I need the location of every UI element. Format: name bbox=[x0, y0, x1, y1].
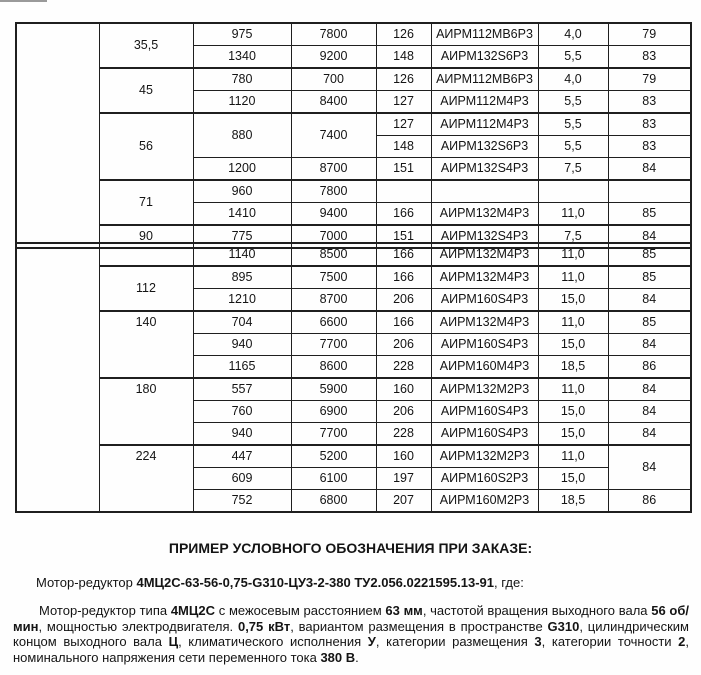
table-cell: 15,0 bbox=[538, 468, 608, 490]
table-cell: 126 bbox=[376, 23, 431, 46]
table-cell: 1165 bbox=[193, 356, 291, 379]
table-cell: 79 bbox=[608, 23, 691, 46]
table-cell: АИРМ112М4Р3 bbox=[431, 91, 538, 114]
table-cell: 126 bbox=[376, 68, 431, 91]
table-cell: 5900 bbox=[291, 378, 376, 401]
table-cell: АИРМ132М4Р3 bbox=[431, 266, 538, 289]
table-cell: АИРМ132М2Р3 bbox=[431, 445, 538, 468]
table-row bbox=[16, 23, 691, 46]
table-cell: АИРМ112М4Р3 bbox=[431, 113, 538, 136]
table-lower-body bbox=[16, 243, 691, 512]
table-cell-empty bbox=[376, 180, 431, 203]
table-cell: 224 bbox=[99, 445, 193, 512]
text-run: , мощностью электродвигателя. bbox=[38, 618, 238, 634]
table-cell: 71 bbox=[99, 180, 193, 225]
table-cell: 166 bbox=[376, 266, 431, 289]
table-cell: 84 bbox=[608, 289, 691, 312]
table-cell: 7400 bbox=[291, 113, 376, 158]
table-cell: 85 bbox=[608, 266, 691, 289]
table-cell: 11,0 bbox=[538, 266, 608, 289]
table-cell: 1410 bbox=[193, 203, 291, 226]
table-cell: 5,5 bbox=[538, 46, 608, 69]
table-cell: 180 bbox=[99, 378, 193, 445]
table-cell: 6800 bbox=[291, 490, 376, 513]
table-cell: АИРМ160S4Р3 bbox=[431, 334, 538, 356]
table-cell: 940 bbox=[193, 334, 291, 356]
table-cell: 5200 bbox=[291, 445, 376, 468]
table-cell: 8500 bbox=[291, 243, 376, 266]
table-cell: 5,5 bbox=[538, 113, 608, 136]
table-cell: 197 bbox=[376, 468, 431, 490]
scan-artifact-line bbox=[0, 0, 47, 2]
table-cell: 166 bbox=[376, 203, 431, 226]
table-cell: 7800 bbox=[291, 23, 376, 46]
table-cell: 557 bbox=[193, 378, 291, 401]
table-cell: 35,5 bbox=[99, 23, 193, 68]
table-cell: 84 bbox=[608, 334, 691, 356]
table-cell: 7500 bbox=[291, 266, 376, 289]
table-cell: 15,0 bbox=[538, 289, 608, 312]
table-cell-empty bbox=[16, 23, 99, 248]
table-cell: 704 bbox=[193, 311, 291, 334]
table-cell: 83 bbox=[608, 91, 691, 114]
table-cell: 151 bbox=[376, 225, 431, 248]
table-cell: 206 bbox=[376, 401, 431, 423]
table-cell: 1210 bbox=[193, 289, 291, 312]
table-cell: 15,0 bbox=[538, 423, 608, 446]
table-cell: 11,0 bbox=[538, 203, 608, 226]
table-row bbox=[16, 266, 691, 289]
table-cell: 84 bbox=[608, 423, 691, 446]
table-row bbox=[16, 445, 691, 468]
table-cell: 206 bbox=[376, 334, 431, 356]
table-cell-empty bbox=[608, 180, 691, 203]
order-explanation-paragraph bbox=[13, 603, 689, 665]
table-cell: 84 bbox=[608, 158, 691, 181]
table-cell: 7800 bbox=[291, 180, 376, 203]
table-cell: 84 bbox=[608, 225, 691, 248]
table-cell: 166 bbox=[376, 311, 431, 334]
table-cell: АИРМ160S4Р3 bbox=[431, 423, 538, 446]
designation-term-bold: 4МЦ2С-63-56-0,75-G310-ЦУ3-2-380 ТУ2.056.0221595.13-91 bbox=[136, 575, 494, 590]
table-cell: 1120 bbox=[193, 91, 291, 114]
table-cell: 15,0 bbox=[538, 401, 608, 423]
table-cell: АИРМ132S4Р3 bbox=[431, 158, 538, 181]
table-cell: 148 bbox=[376, 136, 431, 158]
table-cell: 895 bbox=[193, 266, 291, 289]
table-cell: 228 bbox=[376, 356, 431, 379]
table-cell: АИРМ132S4Р3 bbox=[431, 225, 538, 248]
table-cell: 7,5 bbox=[538, 225, 608, 248]
table-cell: 1340 bbox=[193, 46, 291, 69]
table-cell: 752 bbox=[193, 490, 291, 513]
table-cell: 780 bbox=[193, 68, 291, 91]
table-cell: 6600 bbox=[291, 311, 376, 334]
table-cell: АИРМ132S6Р3 bbox=[431, 46, 538, 69]
table-cell: 4,0 bbox=[538, 68, 608, 91]
designation-term-bold: 56 об/мин bbox=[13, 603, 690, 634]
table-cell-empty bbox=[538, 180, 608, 203]
table-cell: 148 bbox=[376, 46, 431, 69]
table-row bbox=[16, 68, 691, 91]
table-cell: 5,5 bbox=[538, 91, 608, 114]
table-cell: АИРМ132S6Р3 bbox=[431, 136, 538, 158]
table-cell: 84 bbox=[608, 378, 691, 401]
designation-term-bold: 63 мм bbox=[385, 603, 423, 618]
table-cell: АИРМ160S4Р3 bbox=[431, 401, 538, 423]
text-run: Мотор-редуктор bbox=[36, 575, 137, 590]
table-cell: АИРМ132М4Р3 bbox=[431, 243, 538, 266]
table-cell: 9400 bbox=[291, 203, 376, 226]
table-cell: 760 bbox=[193, 401, 291, 423]
table-cell: 775 bbox=[193, 225, 291, 248]
text-run: , номинального напряжения сети переменного тока bbox=[13, 634, 690, 665]
table-row bbox=[16, 311, 691, 334]
gear-motor-specs-table-lower bbox=[15, 242, 692, 513]
table-cell: АИРМ132М4Р3 bbox=[431, 203, 538, 226]
table-cell: АИРМ132М4Р3 bbox=[431, 311, 538, 334]
text-run: Мотор-редуктор типа bbox=[39, 603, 171, 618]
table-cell: 45 bbox=[99, 68, 193, 113]
table-row bbox=[16, 113, 691, 136]
designation-term-bold: G310 bbox=[547, 618, 580, 634]
table-cell: 160 bbox=[376, 445, 431, 468]
table-cell: АИРМ160S4Р3 bbox=[431, 289, 538, 312]
designation-term-bold: У bbox=[367, 634, 376, 649]
table-cell: 7,5 bbox=[538, 158, 608, 181]
table-cell: 85 bbox=[608, 243, 691, 266]
table-cell: 206 bbox=[376, 289, 431, 312]
table-cell: 83 bbox=[608, 46, 691, 69]
text-run: , цилиндрическим концом выходного вала bbox=[13, 618, 689, 649]
table-cell: 18,5 bbox=[538, 356, 608, 379]
table-cell-empty bbox=[99, 243, 193, 266]
table-cell-empty bbox=[431, 180, 538, 203]
table-cell: 18,5 bbox=[538, 490, 608, 513]
table-cell: 112 bbox=[99, 266, 193, 311]
table-cell: 207 bbox=[376, 490, 431, 513]
table-cell: 609 bbox=[193, 468, 291, 490]
text-run: , вариантом размещения в пространстве bbox=[290, 618, 548, 634]
text-run: , категории точности bbox=[541, 634, 679, 649]
table-cell: 6100 bbox=[291, 468, 376, 490]
table-row bbox=[16, 180, 691, 203]
table-cell: 8700 bbox=[291, 158, 376, 181]
designation-term-bold: 0,75 кВт bbox=[237, 618, 291, 634]
table-cell: 160 bbox=[376, 378, 431, 401]
table-cell: АИРМ112МВ6Р3 bbox=[431, 23, 538, 46]
table-cell: 7700 bbox=[291, 423, 376, 446]
table-cell: 79 bbox=[608, 68, 691, 91]
table-cell: 940 bbox=[193, 423, 291, 446]
table-cell: 228 bbox=[376, 423, 431, 446]
text-run: , где: bbox=[494, 575, 524, 590]
designation-term-bold: Ц bbox=[168, 634, 179, 649]
table-cell: 8400 bbox=[291, 91, 376, 114]
gear-motor-specs-table-upper bbox=[15, 22, 692, 249]
table-cell: 700 bbox=[291, 68, 376, 91]
table-cell: 8700 bbox=[291, 289, 376, 312]
table-cell: 8600 bbox=[291, 356, 376, 379]
table-cell: 11,0 bbox=[538, 311, 608, 334]
table-cell: 85 bbox=[608, 203, 691, 226]
designation-term-bold: 2 bbox=[678, 634, 686, 649]
table-cell: 84 bbox=[608, 401, 691, 423]
table-cell: 9200 bbox=[291, 46, 376, 69]
table-cell: 11,0 bbox=[538, 378, 608, 401]
table-cell: 1140 bbox=[193, 243, 291, 266]
table-cell: 86 bbox=[608, 490, 691, 513]
designation-term-bold: 4МЦ2С bbox=[170, 603, 215, 618]
table-cell: 151 bbox=[376, 158, 431, 181]
designation-term-bold: 380 В bbox=[320, 649, 356, 665]
table-cell: АИРМ160М2Р3 bbox=[431, 490, 538, 513]
table-upper-body bbox=[16, 23, 691, 248]
table-cell: 84 bbox=[608, 445, 691, 490]
table-row bbox=[16, 378, 691, 401]
order-example-heading: ПРИМЕР УСЛОВНОГО ОБОЗНАЧЕНИЯ ПРИ ЗАКАЗЕ: bbox=[168, 540, 533, 556]
table-cell: АИРМ160S2Р3 bbox=[431, 468, 538, 490]
table-cell: 880 bbox=[193, 113, 291, 158]
table-cell: 6900 bbox=[291, 401, 376, 423]
table-cell: 83 bbox=[608, 113, 691, 136]
table-cell: АИРМ132М2Р3 bbox=[431, 378, 538, 401]
table-cell: АИРМ112МВ6Р3 bbox=[431, 68, 538, 91]
table-cell: 11,0 bbox=[538, 243, 608, 266]
table-cell: 127 bbox=[376, 113, 431, 136]
table-cell: 960 bbox=[193, 180, 291, 203]
table-cell: 11,0 bbox=[538, 445, 608, 468]
table-cell: 7000 bbox=[291, 225, 376, 248]
table-cell: 127 bbox=[376, 91, 431, 114]
table-cell: 90 bbox=[99, 225, 193, 248]
order-designation-line bbox=[36, 575, 686, 590]
table-cell: 1200 bbox=[193, 158, 291, 181]
table-cell: 4,0 bbox=[538, 23, 608, 46]
table-cell: 447 bbox=[193, 445, 291, 468]
text-run: с межосевым расстоянием bbox=[215, 603, 386, 618]
text-run: , частотой вращения выходного вала bbox=[422, 603, 652, 618]
table-cell: 56 bbox=[99, 113, 193, 180]
designation-term-bold: 3 bbox=[534, 634, 542, 649]
table-cell: 86 bbox=[608, 356, 691, 379]
table-cell: 7700 bbox=[291, 334, 376, 356]
table-cell: АИРМ160М4Р3 bbox=[431, 356, 538, 379]
table-cell: 15,0 bbox=[538, 334, 608, 356]
table-row bbox=[16, 243, 691, 266]
table-cell: 5,5 bbox=[538, 136, 608, 158]
table-cell: 140 bbox=[99, 311, 193, 378]
table-cell: 83 bbox=[608, 136, 691, 158]
text-run: , климатического исполнения bbox=[178, 634, 368, 649]
text-run: . bbox=[355, 649, 359, 665]
table-cell: 85 bbox=[608, 311, 691, 334]
table-cell-empty bbox=[16, 243, 99, 512]
text-run: , категории размещения bbox=[375, 634, 535, 649]
table-cell: 975 bbox=[193, 23, 291, 46]
table-cell: 166 bbox=[376, 243, 431, 266]
